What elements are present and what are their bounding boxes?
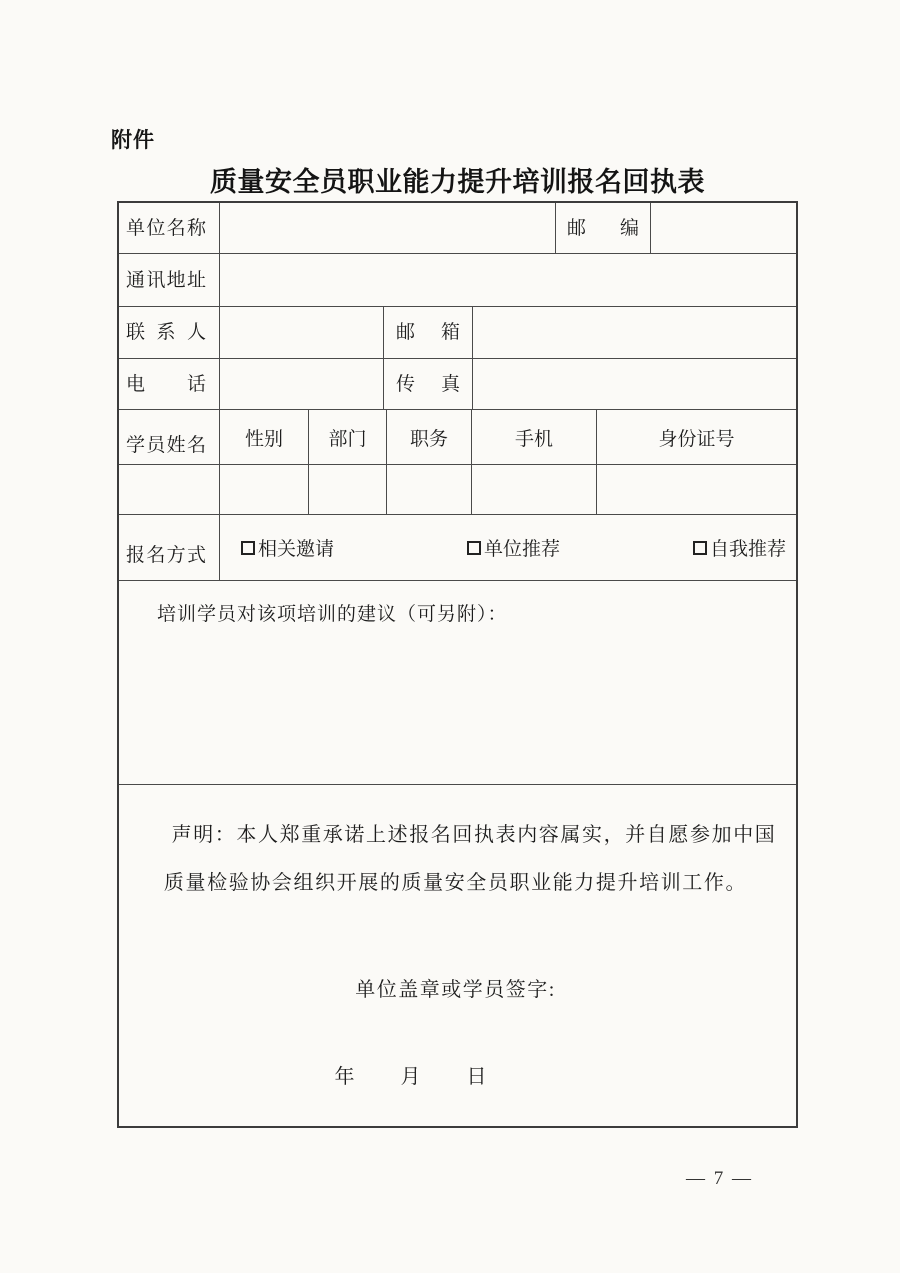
email-label-cell <box>384 307 473 358</box>
gender-header-cell <box>220 410 309 464</box>
postal-label-cell <box>556 203 651 253</box>
row-address <box>119 254 796 307</box>
id-number-header: 身份证号 <box>658 428 735 450</box>
gender-header: 性别 <box>244 428 283 450</box>
postal-label: 邮编 <box>567 217 639 239</box>
position-header: 职务 <box>409 428 448 450</box>
registration-method-label: 报名方式 <box>126 545 206 566</box>
checkbox-icon <box>693 541 707 555</box>
attachment-label: 附件 <box>111 129 155 152</box>
page-title: 质量安全员职业能力提升培训报名回执表 <box>210 167 705 197</box>
position-header-cell <box>387 410 472 464</box>
declaration-line-1: 声明：本人郑重承诺上述报名回执表内容属实，并自愿参加中国 <box>171 824 777 846</box>
checkbox-icon <box>467 541 481 555</box>
student-name-header-cell <box>119 410 220 464</box>
row-student-entry <box>119 465 796 515</box>
mobile-value-cell <box>472 465 597 514</box>
position-value-cell <box>387 465 472 514</box>
option-self-recommendation <box>693 534 786 561</box>
row-contact <box>119 307 796 359</box>
registration-options-cell <box>220 515 796 580</box>
gender-value-cell <box>220 465 309 514</box>
id-number-header-cell <box>597 410 796 464</box>
fax-label: 传真 <box>396 373 460 395</box>
option-related-invitation <box>241 534 334 561</box>
row-unit-name <box>119 203 796 254</box>
department-header: 部门 <box>328 428 367 450</box>
fax-label-cell <box>384 359 473 409</box>
date-label: 年 月 日 <box>334 1066 489 1088</box>
unit-name-value-cell <box>220 203 556 253</box>
unit-name-label-cell <box>119 203 220 253</box>
registration-method-label-cell <box>119 515 220 580</box>
option-label-unit-recommendation: 单位推荐 <box>483 539 560 560</box>
option-label-related-invitation: 相关邀请 <box>258 539 335 560</box>
id-number-value-cell <box>597 465 796 514</box>
suggestions-cell <box>119 581 796 784</box>
fax-value-cell <box>473 359 796 409</box>
option-label-self-recommendation: 自我推荐 <box>709 539 786 560</box>
row-suggestions <box>119 581 796 785</box>
phone-label: 电话 <box>126 373 206 395</box>
declaration-line-2: 质量检验协会组织开展的质量安全员职业能力提升培训工作。 <box>163 872 748 894</box>
email-label: 邮箱 <box>396 322 460 343</box>
row-declaration <box>119 785 796 1126</box>
option-unit-recommendation <box>467 534 560 561</box>
department-value-cell <box>309 465 387 514</box>
row-registration-method <box>119 515 796 581</box>
unit-name-label: 单位名称 <box>126 217 206 239</box>
page-number: — 7 — <box>686 1168 753 1189</box>
suggestions-label: 培训学员对该项培训的建议（可另附）： <box>157 604 508 625</box>
postal-value-cell <box>651 203 796 253</box>
student-name-header: 学员姓名 <box>126 434 206 456</box>
registration-form-table <box>117 201 798 1128</box>
row-student-headers <box>119 410 796 465</box>
address-label-cell <box>119 254 220 306</box>
contact-value-cell <box>220 307 384 358</box>
contact-label-cell <box>119 307 220 358</box>
student-name-value-cell <box>119 465 220 514</box>
contact-label: 联系人 <box>126 322 206 343</box>
address-value-cell <box>220 254 796 306</box>
mobile-header: 手机 <box>514 428 553 450</box>
declaration-cell <box>119 785 796 1126</box>
signature-label: 单位盖章或学员签字: <box>355 979 556 1001</box>
phone-label-cell <box>119 359 220 409</box>
address-label: 通讯地址 <box>126 269 206 291</box>
checkbox-icon <box>241 541 255 555</box>
email-value-cell <box>473 307 796 358</box>
row-phone <box>119 359 796 410</box>
mobile-header-cell <box>472 410 597 464</box>
phone-value-cell <box>220 359 384 409</box>
department-header-cell <box>309 410 387 464</box>
